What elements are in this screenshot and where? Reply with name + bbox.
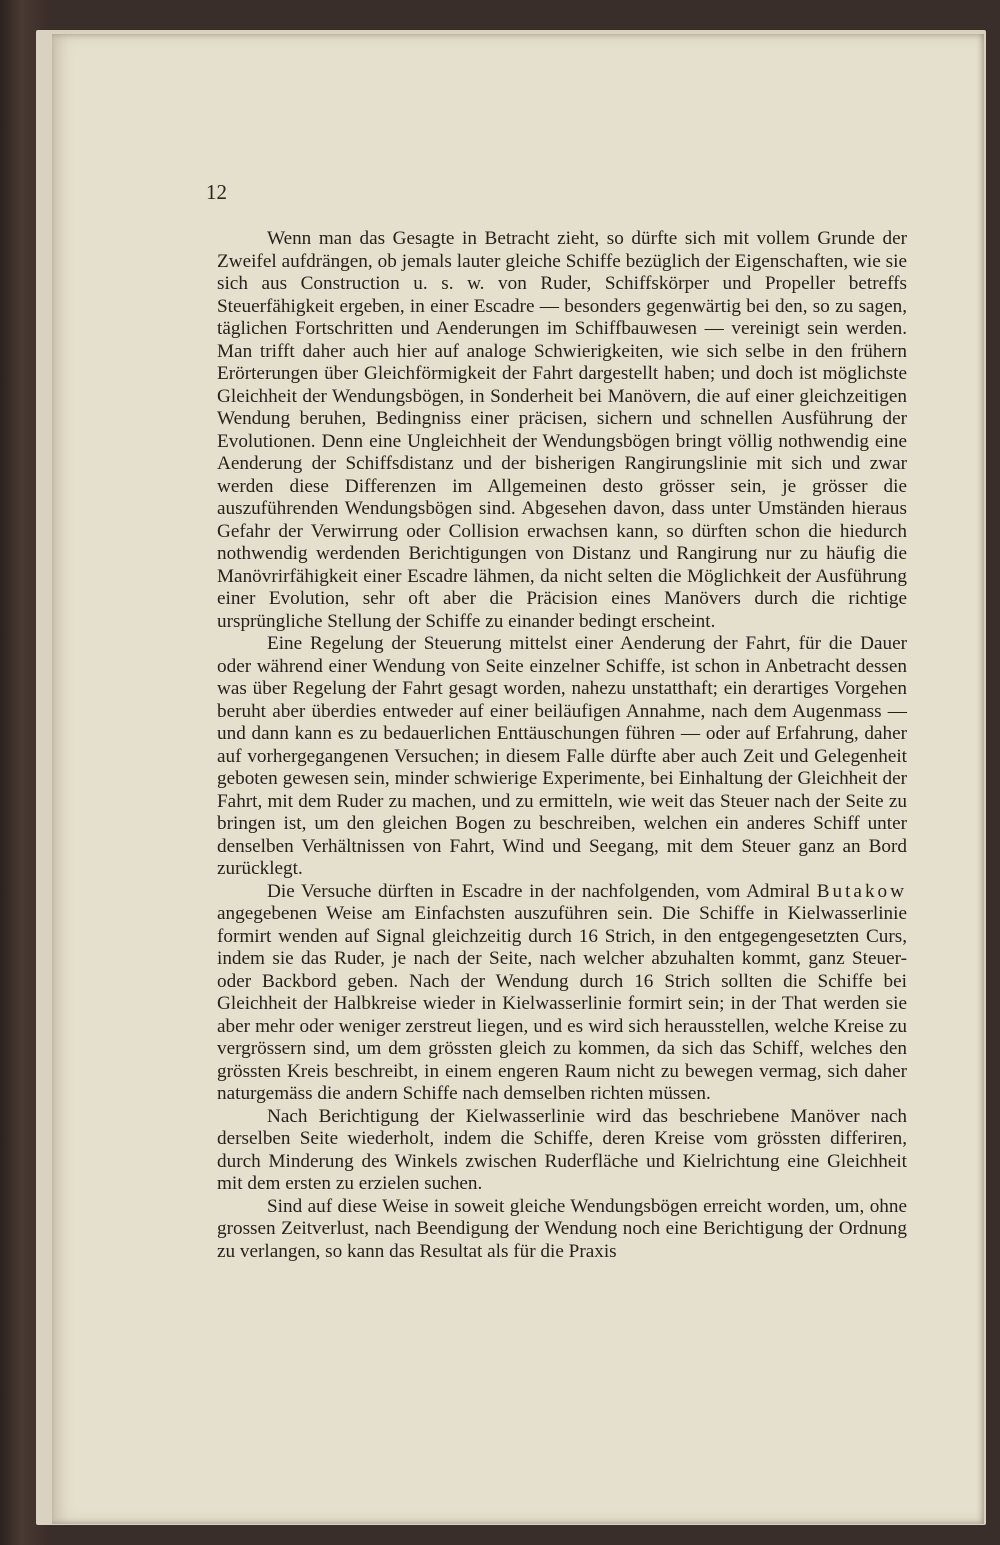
body-text <box>217 228 907 1263</box>
paragraph-4: Nach Berichtigung der Kielwasserlinie wird das beschriebene Manöver nach derselben Seite wiederholt, indem die Schiffe, deren Kreise vom grössten differiren, durch Minderung des Winkels zwischen Ruderfläche und Kielrichtung eine Gleichheit mit dem ersten zu erzielen suchen. <box>217 1105 907 1194</box>
paragraph-3-after: angegebenen Weise am Einfachsten auszuführen sein. Die Schiffe in Kielwasserlinie formirt wenden auf Signal gleichzeitig durch 16 Strich, in den entgegengesetzten Curs, indem sie das Ruder, je nach der Seite, nach welcher abzuhalten kommt, ganz Steuer- oder Backbord geben. Nach der Wendung durch 16 Strich sollten die Schiffe bei Gleichheit der Halbkreise wieder in Kielwasserlinie formirt sein; in der That werden sie aber mehr oder weniger zerstreut liegen, und es wird sich herausstellen, welche Kreise zu vergrössern sind, um dem grössten gleich zu kommen, da sich das Schiff, welches den grössten Kreis beschreibt, in einem engeren Raum nicht zu bewegen vermag, sich daher naturgemäss die andern Schiffe nach demselben richten müssen. <box>217 903 907 1104</box>
paragraph-2: Eine Regelung der Steuerung mittelst einer Aenderung der Fahrt, für die Dauer oder während einer Wendung von Seite einzelner Schiffe, ist schon in Anbetracht dessen was über Regelung der Fahrt gesagt worden, nahezu unstatthaft; ein derartiges Vorgehen beruht aber überdies entweder auf einer beiläufigen Annahme, nach dem Augenmass — und dann kann es zu bedauerlichen Enttäuschungen führen — oder auf Erfahrung, daher auf vorhergegangenen Versuchen; in diesem Falle dürfte aber auch Zeit und Gelegenheit geboten gewesen sein, minder schwierige Experimente, bei Einhaltung der Gleichheit der Fahrt, mit dem Ruder zu machen, und zu ermitteln, wie weit das Steuer nach der Seite zu bringen ist, um den gleichen Bogen zu beschreiben, welchen ein anderes Schiff unter denselben Verhältnissen von Fahrt, Wind und Seegang, mit dem Steuer ganz an Bord zurücklegt. <box>217 633 907 879</box>
paragraph-1: Wenn man das Gesagte in Betracht zieht, so dürfte sich mit vollem Grunde der Zweifel aufdrängen, ob jemals lauter gleiche Schiffe bezüglich der Eigenschaften, wie sie sich aus Construction u. s. w. von Ruder, Schiffskörper und Propeller betreffs Steuerfähigkeit ergeben, in einer Escadre — besonders gegenwärtig bei den, so zu sagen, täglichen Fortschritten und Aenderungen im Schiffbauwesen — vereinigt sein werden. Man trifft daher auch hier auf analoge Schwierigkeiten, wie sich selbe in den frühern Erörterungen über Gleichförmigkeit der Fahrt dargestellt haben; und doch ist möglichste Gleichheit der Wendungsbögen, in Sonderheit bei Manövern, die auf einer gleichzeitigen Wendung beruhen, Bedingniss einer präcisen, sichern und schnellen Ausführung der Evolutionen. Denn eine Ungleichheit der Wendungsbögen bringt völlig nothwendig eine Aenderung der Schiffsdistanz und der bisherigen Rangirungslinie mit sich und zwar werden diese Differenzen im Allgemeinen desto grösser sein, je grösser die auszuführenden Wendungsbögen sind. Abgesehen davon, dass unter Umständen hieraus Gefahr der Verwirrung oder Collision erwachsen kann, so dürften schon die hiedurch nothwendig werdenden Berichtigungen von Distanz und Rangirung nur zu häufig die Manövrirfähigkeit einer Escadre lähmen, da nicht selten die Möglichkeit der Ausführung einer Evolution, sehr oft aber die Präcision eines Manövers durch die richtige ursprüngliche Stellung der Schiffe zu einander bedingt erscheint. <box>217 228 907 632</box>
page-number: 12 <box>206 180 227 204</box>
admiral-name: Butakow <box>816 880 907 902</box>
paragraph-3-before: Die Versuche dürften in Escadre in der nachfolgenden, vom Admiral <box>267 880 817 902</box>
paragraph-3 <box>217 881 907 1106</box>
paragraph-5: Sind auf diese Weise in soweit gleiche Wendungsbögen erreicht worden, um, ohne grossen Zeitverlust, nach Beendigung der Wendung noch eine Berichtigung der Ordnung zu verlangen, so kann das Resultat als für die Praxis <box>217 1195 907 1262</box>
